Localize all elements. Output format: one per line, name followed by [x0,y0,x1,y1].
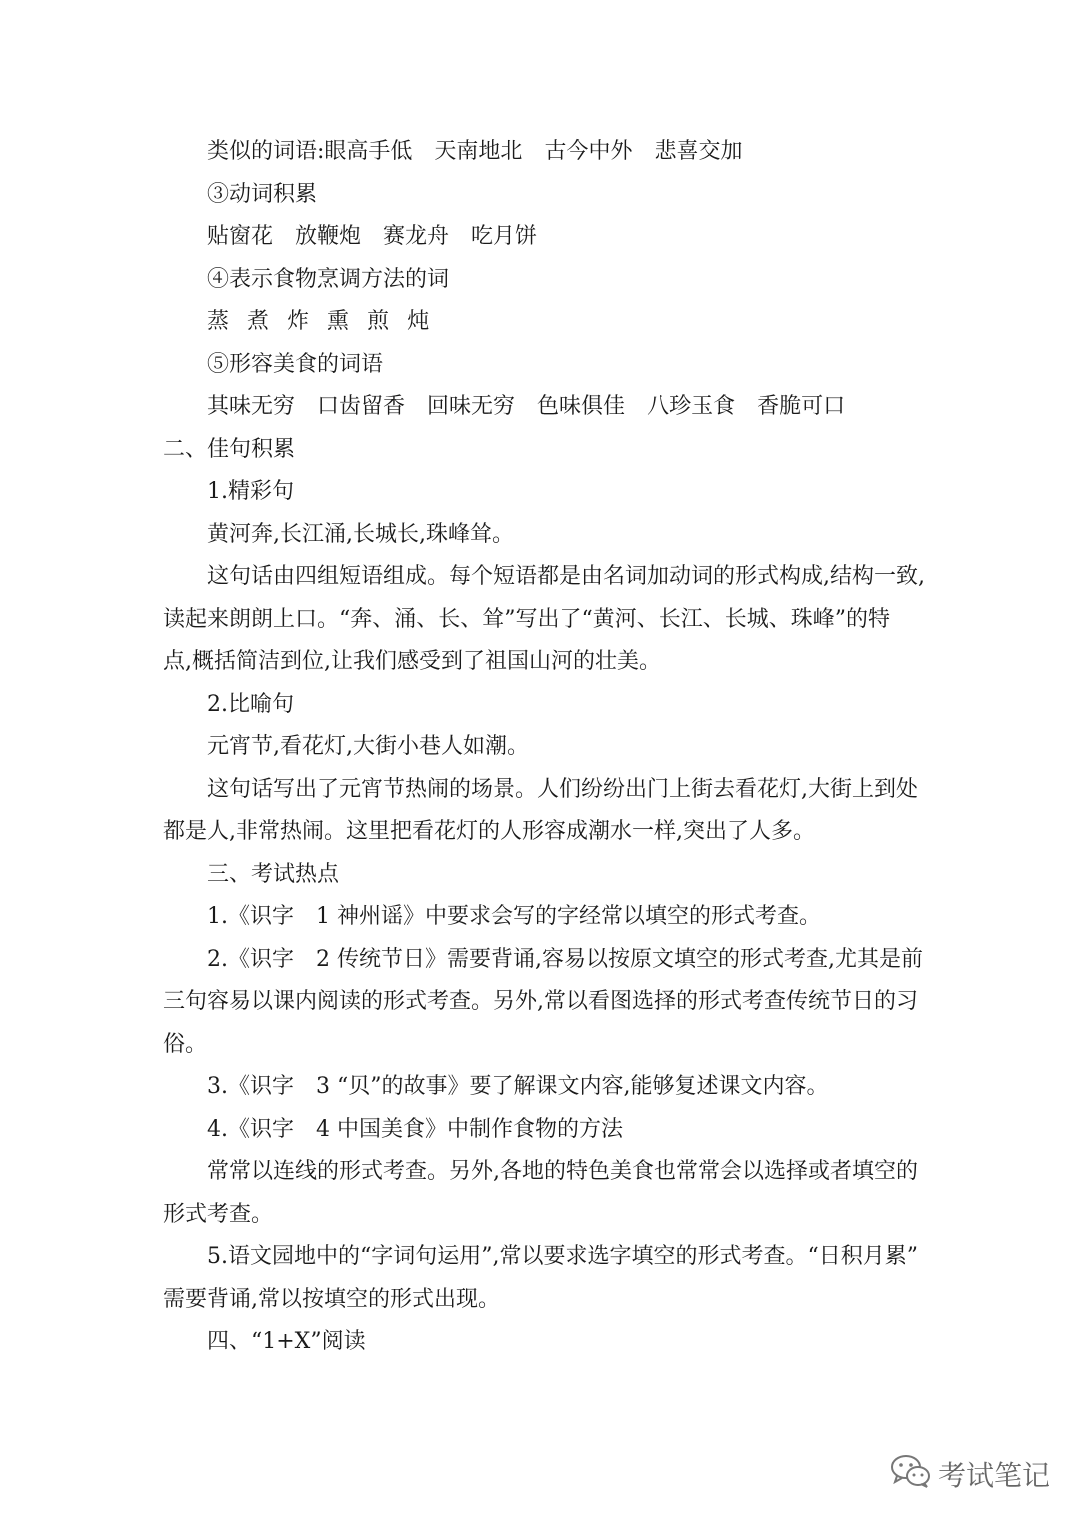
paragraph-line: 三句容易以课内阅读的形式考查。另外,常以看图选择的形式考查传统节日的习 [163,989,918,1014]
paragraph-line: 这句话写出了元宵节热闹的场景。人们纷纷出门上街去看花灯,大街上到处 [207,777,918,802]
wechat-icon [890,1453,938,1496]
word: 蒸 [207,309,230,334]
subheading: 2.比喻句 [207,692,294,717]
word: 炸 [287,309,310,334]
example-sentence: 黄河奔,长江涌,长城长,珠峰耸。 [207,522,514,547]
paragraph-line: 3.《识字 3 “贝”的故事》要了解课文内容,能够复述课文内容。 [207,1074,829,1099]
word: 悲喜交加 [654,139,743,164]
watermark [890,1452,1050,1496]
subheading: 1.精彩句 [207,479,294,504]
word: 吃月饼 [471,224,538,249]
word: 煮 [247,309,270,334]
word: 八珍玉食 [647,394,736,419]
watermark-text: 考试笔记 [938,1459,1051,1492]
section-heading-2: 二、佳句积累 [163,437,296,462]
subheading-verbs: ③动词积累 [207,182,318,207]
paragraph-line: 俗。 [163,1032,208,1057]
example-sentence: 元宵节,看花灯,大街小巷人如潮。 [207,734,529,759]
paragraph-line: 4.《识字 4 中国美食》中制作食物的方法 [207,1117,623,1142]
paragraph-line: 需要背诵,常以按填空的形式出现。 [163,1287,500,1312]
word: 熏 [327,309,350,334]
subheading-cooking: ④表示食物烹调方法的词 [207,267,450,292]
word: 类似的词语:眼高手低 [207,139,413,164]
word: 煎 [367,309,390,334]
similar-words-line [0,137,1080,167]
word: 赛龙舟 [383,224,450,249]
word: 口齿留香 [317,394,406,419]
paragraph-line: 都是人,非常热闹。这里把看花灯的人形容成潮水一样,突出了人多。 [163,819,815,844]
section-heading-3: 三、考试热点 [207,862,340,887]
paragraph-line: 形式考查。 [163,1202,274,1227]
section-heading-4: 四、“1+X”阅读 [207,1329,366,1354]
paragraph-line: 点,概括简洁到位,让我们感受到了祖国山河的壮美。 [163,649,661,674]
food-words-line [0,392,1080,422]
paragraph-line: 这句话由四组短语组成。每个短语都是由名词加动词的形式构成,结构一致, [207,564,925,589]
word: 放鞭炮 [295,224,362,249]
word: 香脆可口 [757,394,846,419]
paragraph-line: 5.语文园地中的“字词句运用”,常以要求选字填空的形式考查。“日积月累” [207,1244,918,1269]
paragraph-line: 常常以连线的形式考查。另外,各地的特色美食也常常会以选择或者填空的 [207,1159,918,1184]
cooking-words-line [0,307,1080,337]
word: 其味无穷 [207,394,296,419]
word: 古今中外 [544,139,633,164]
paragraph-line: 2.《识字 2 传统节日》需要背诵,容易以按原文填空的形式考查,尤其是前 [207,947,923,972]
subheading-food: ⑤形容美食的词语 [207,352,384,377]
paragraph-line: 读起来朗朗上口。“奔、涌、长、耸”写出了“黄河、长江、长城、珠峰”的特 [163,607,890,632]
word: 炖 [407,309,430,334]
word: 贴窗花 [207,224,274,249]
verb-words-line [0,222,1080,252]
word: 色味俱佳 [537,394,626,419]
word: 回味无穷 [427,394,516,419]
word: 天南地北 [434,139,523,164]
paragraph-line: 1.《识字 1 神州谣》中要求会写的字经常以填空的形式考查。 [207,904,821,929]
